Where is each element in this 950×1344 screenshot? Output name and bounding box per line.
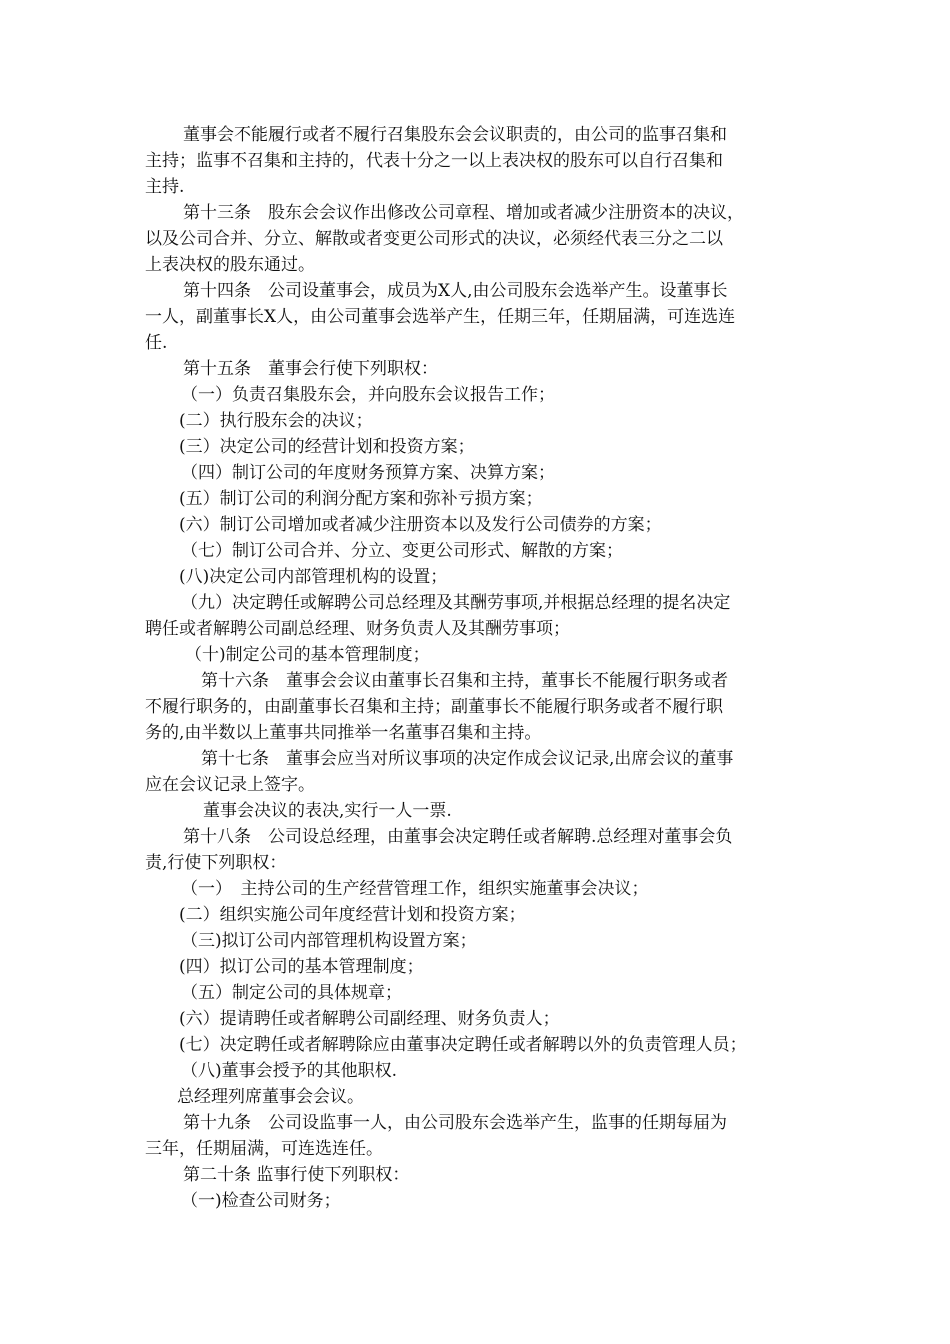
article-13-line: 上表决权的股东通过。 — [145, 255, 315, 275]
list-item: (四）拟订公司的基本管理制度； — [179, 957, 424, 977]
article-16-line: 第十六条 董事会会议由董事长召集和主持，董事长不能履行职务或者 — [201, 671, 728, 691]
paragraph-line: 总经理列席董事会会议。 — [177, 1087, 364, 1107]
list-item: （五）制定公司的具体规章； — [181, 983, 402, 1003]
list-item: （三)拟订公司内部管理机构设置方案； — [181, 931, 477, 951]
list-item: (七）决定聘任或者解聘除应由董事决定聘任或者解聘以外的负责管理人员； — [179, 1035, 747, 1055]
list-item-continuation: 聘任或者解聘公司副总经理、财务负责人及其酬劳事项； — [145, 619, 570, 639]
article-15-heading: 第十五条 董事会行使下列职权： — [183, 359, 438, 379]
list-item: (八)决定公司内部管理机构的设置； — [179, 567, 448, 587]
paragraph-line: 主持. — [145, 177, 185, 197]
article-14-line: 一人，副董事长X人，由公司董事会选举产生，任期三年，任期届满，可连选连 — [145, 307, 736, 327]
article-18-line: 责,行使下列职权： — [145, 853, 287, 873]
list-item: （一)检查公司财务； — [181, 1191, 341, 1211]
list-item: （八)董事会授予的其他职权. — [181, 1061, 398, 1081]
list-item: (六）制订公司增加或者减少注册资本以及发行公司债券的方案； — [179, 515, 662, 535]
article-20-heading: 第二十条 监事行使下列职权： — [183, 1165, 410, 1185]
list-item: （七）制订公司合并、分立、变更公司形式、解散的方案； — [181, 541, 623, 561]
list-item: （一） 主持公司的生产经营管理工作，组织实施董事会决议； — [181, 879, 649, 899]
list-item: （四）制订公司的年度财务预算方案、决算方案； — [181, 463, 555, 483]
list-item: （九）决定聘任或解聘公司总经理及其酬劳事项,并根据总经理的提名决定 — [181, 593, 731, 613]
list-item: （十)制定公司的基本管理制度； — [185, 645, 430, 665]
list-item: (六）提请聘任或者解聘公司副经理、财务负责人； — [179, 1009, 560, 1029]
paragraph-line: 主持；监事不召集和主持的，代表十分之一以上表决权的股东可以自行召集和 — [145, 151, 723, 171]
article-17-line: 应在会议记录上签字。 — [145, 775, 315, 795]
article-16-line: 务的,由半数以上董事共同推举一名董事召集和主持。 — [145, 723, 542, 743]
list-item: (五）制订公司的利润分配方案和弥补亏损方案； — [179, 489, 543, 509]
article-18-line: 第十八条 公司设总经理，由董事会决定聘任或者解聘.总经理对董事会负 — [183, 827, 733, 847]
article-19-line: 第十九条 公司设监事一人，由公司股东会选举产生，监事的任期每届为 — [183, 1113, 727, 1133]
article-13-line: 以及公司合并、分立、解散或者变更公司形式的决议，必须经代表三分之二以 — [145, 229, 723, 249]
article-16-line: 不履行职务的，由副董事长召集和主持；副董事长不能履行职务或者不履行职 — [145, 697, 723, 717]
document-body — [145, 122, 810, 1214]
article-13-line: 第十三条 股东会会议作出修改公司章程、增加或者减少注册资本的决议， — [183, 203, 744, 223]
list-item: (二）组织实施公司年度经营计划和投资方案； — [179, 905, 526, 925]
article-19-line: 三年，任期届满，可连选连任。 — [145, 1139, 383, 1159]
list-item: （一）负责召集股东会，并向股东会议报告工作； — [181, 385, 555, 405]
paragraph-line: 董事会不能履行或者不履行召集股东会会议职责的，由公司的监事召集和 — [183, 125, 727, 145]
article-17-line: 第十七条 董事会应当对所议事项的决定作成会议记录,出席会议的董事 — [201, 749, 734, 769]
list-item: (三）决定公司的经营计划和投资方案； — [179, 437, 475, 457]
article-14-line: 任. — [145, 333, 168, 353]
list-item: (二）执行股东会的决议； — [179, 411, 373, 431]
article-17-line: 董事会决议的表决,实行一人一票. — [203, 801, 452, 821]
article-14-line: 第十四条 公司设董事会，成员为X人,由公司股东会选举产生。设董事长 — [183, 281, 728, 301]
